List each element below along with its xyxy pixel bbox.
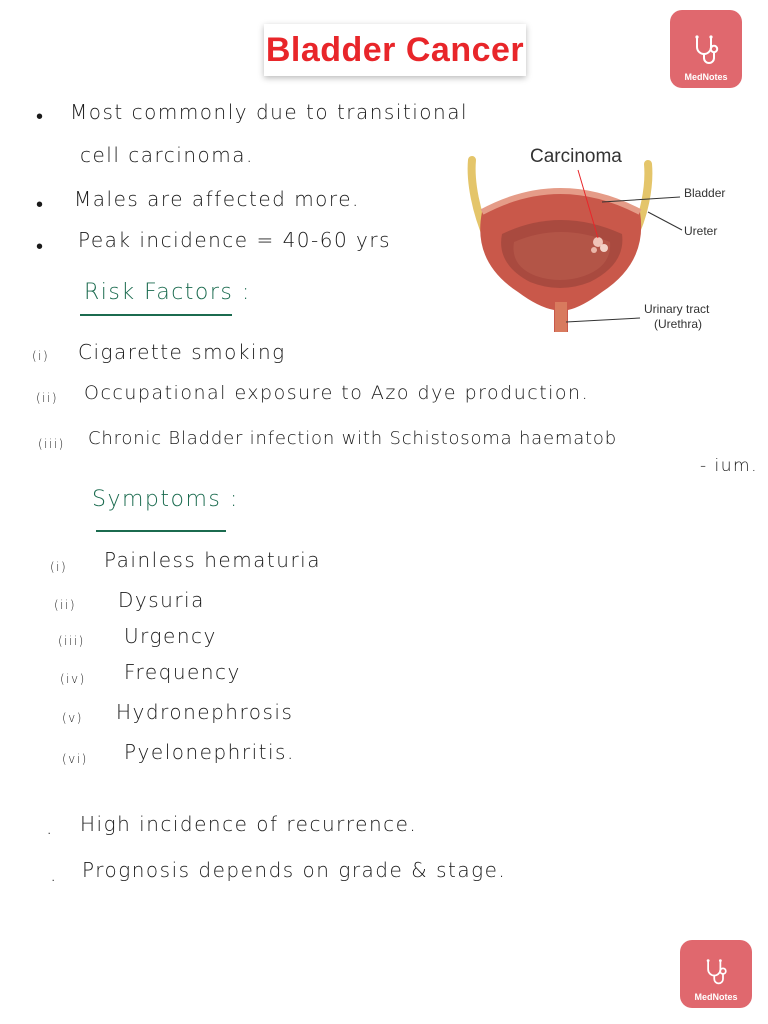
bullet: •	[36, 192, 45, 216]
risk-factor-item: Occupational exposure to Azo dye production.	[84, 382, 590, 404]
symptom-item: Pyelonephritis.	[124, 740, 295, 764]
mednotes-logo-bottom	[680, 940, 752, 1008]
label-ureter: Ureter	[684, 224, 718, 238]
list-number: (ii)	[36, 391, 59, 405]
note-item: High incidence of recurrence.	[80, 812, 418, 836]
heading-underline	[96, 530, 226, 532]
title-box	[264, 24, 526, 76]
intro-line: cell carcinoma.	[80, 143, 254, 167]
label-bladder: Bladder	[684, 186, 726, 200]
symptom-item: Painless hematuria	[104, 548, 321, 572]
list-number: (v)	[62, 711, 83, 725]
heading-underline	[80, 314, 232, 316]
list-number: (iii)	[38, 437, 65, 451]
intro-line: Peak incidence = 40-60 yrs	[78, 228, 392, 252]
symptom-item: Hydronephrosis	[116, 700, 294, 724]
symptoms-heading: Symptoms :	[92, 487, 239, 512]
stethoscope-icon	[691, 34, 721, 66]
logo-label: MedNotes	[684, 72, 728, 82]
symptom-item: Urgency	[124, 624, 217, 648]
list-number: (iv)	[60, 672, 86, 686]
risk-factor-item: Cigarette smoking	[78, 340, 286, 364]
bladder-diagram	[462, 142, 754, 342]
bullet: •	[36, 104, 45, 128]
list-number: (i)	[50, 560, 68, 574]
logo-label: MedNotes	[694, 992, 738, 1002]
risk-factors-heading: Risk Factors :	[84, 280, 251, 305]
list-number: (vi)	[62, 752, 88, 766]
mednotes-logo-top	[670, 10, 742, 88]
stethoscope-icon	[701, 958, 731, 986]
bullet: .	[50, 862, 58, 886]
label-urinary-tract: Urinary tract	[644, 302, 710, 316]
list-number: (i)	[32, 349, 50, 363]
list-number: (iii)	[58, 634, 85, 648]
intro-line: Males are affected more.	[74, 187, 360, 211]
bullet: .	[46, 815, 54, 839]
intro-line: Most commonly due to transitional	[70, 100, 469, 124]
symptom-item: Dysuria	[118, 588, 205, 612]
label-urethra: (Urethra)	[654, 317, 703, 331]
bladder-illustration	[462, 142, 754, 342]
diagram-title-carcinoma: Carcinoma	[530, 146, 622, 167]
symptom-item: Frequency	[124, 660, 241, 684]
risk-factor-item: Chronic Bladder infection with Schistosoma haematob	[88, 428, 617, 449]
bullet: •	[36, 234, 45, 258]
page-title: Bladder Cancer	[265, 30, 525, 69]
list-number: (ii)	[54, 598, 77, 612]
note-item: Prognosis depends on grade & stage.	[82, 858, 507, 882]
risk-factor-continuation: - ium.	[700, 456, 758, 476]
